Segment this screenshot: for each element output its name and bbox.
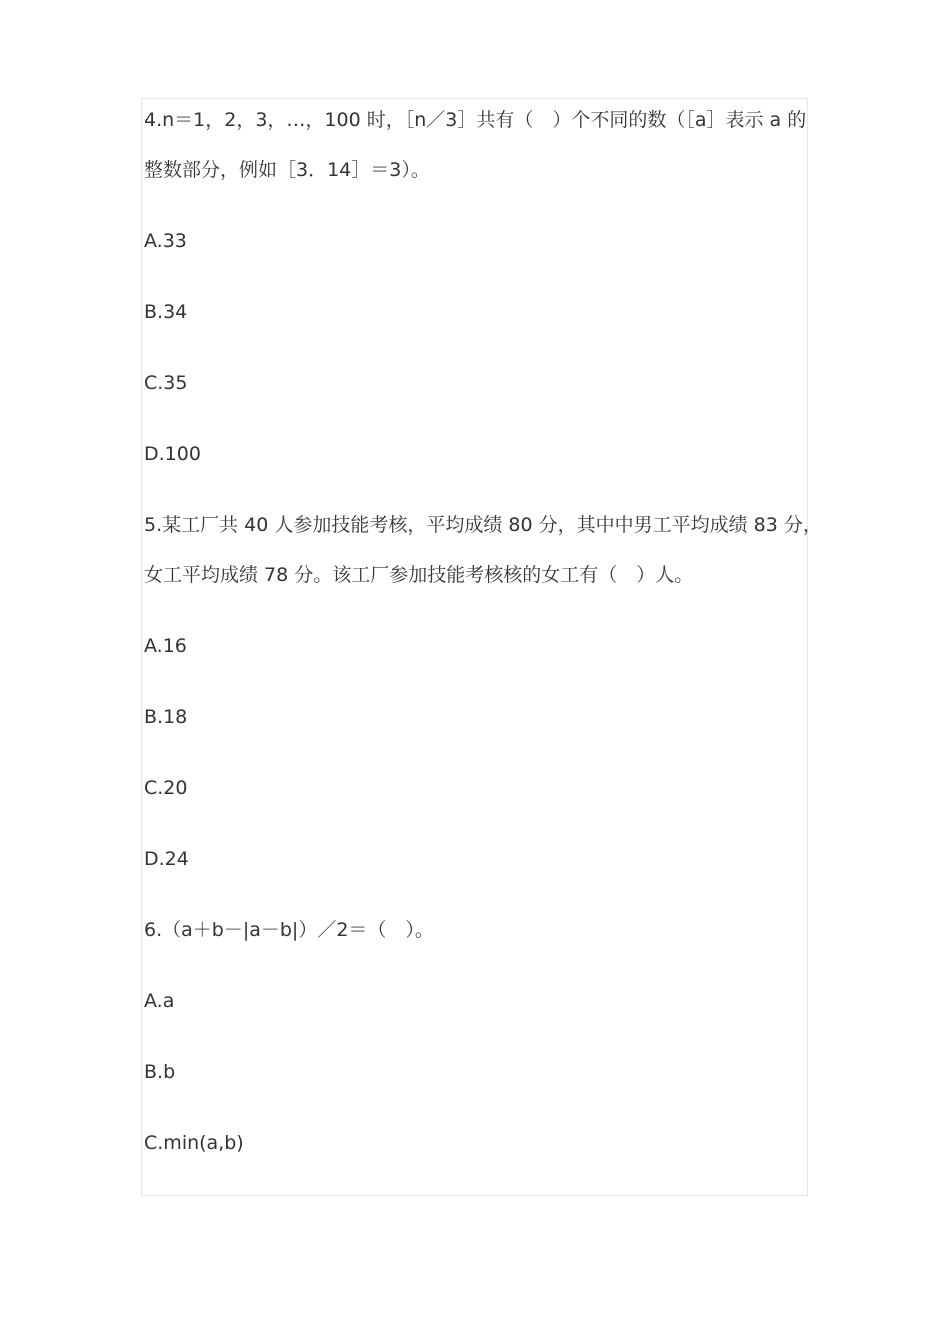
- question-5-option-a: A.16: [144, 635, 187, 657]
- question-list: [144, 105, 822, 1158]
- question-5-text-line-1: 5.某工厂共 40 人参加技能考核，平均成绩 80 分，其中中男工平均成绩 83 分，: [144, 514, 822, 536]
- question-5-text-line-2: 女工平均成绩 78 分。该工厂参加技能考核核的女工有（ ）人。: [144, 564, 694, 586]
- question-4-option-b: B.34: [144, 301, 188, 323]
- question-6: [144, 915, 816, 1158]
- question-5-option-b: B.18: [144, 706, 188, 728]
- question-4-option-c: C.35: [144, 372, 188, 394]
- question-5-option-d: D.24: [144, 848, 189, 870]
- question-4-text-line-1: 4.n＝1，2，3，…，100 时，［n／3］共有（ ）个不同的数（［a］表示 a 的: [144, 109, 807, 131]
- question-4-option-a: A.33: [144, 230, 187, 252]
- question-6-option-c: C.min(a,b): [144, 1132, 244, 1154]
- question-6-text-line-1: 6.（a＋b－|a－b|）／2＝（ ）。: [144, 919, 434, 941]
- question-5: [144, 510, 822, 874]
- question-6-option-a: A.a: [144, 990, 175, 1012]
- question-6-option-b: B.b: [144, 1061, 176, 1083]
- question-5-option-c: C.20: [144, 777, 188, 799]
- question-4: [144, 105, 816, 469]
- question-4-text-line-2: 整数部分，例如［3．14］＝3）。: [144, 159, 430, 181]
- question-4-option-d: D.100: [144, 443, 201, 465]
